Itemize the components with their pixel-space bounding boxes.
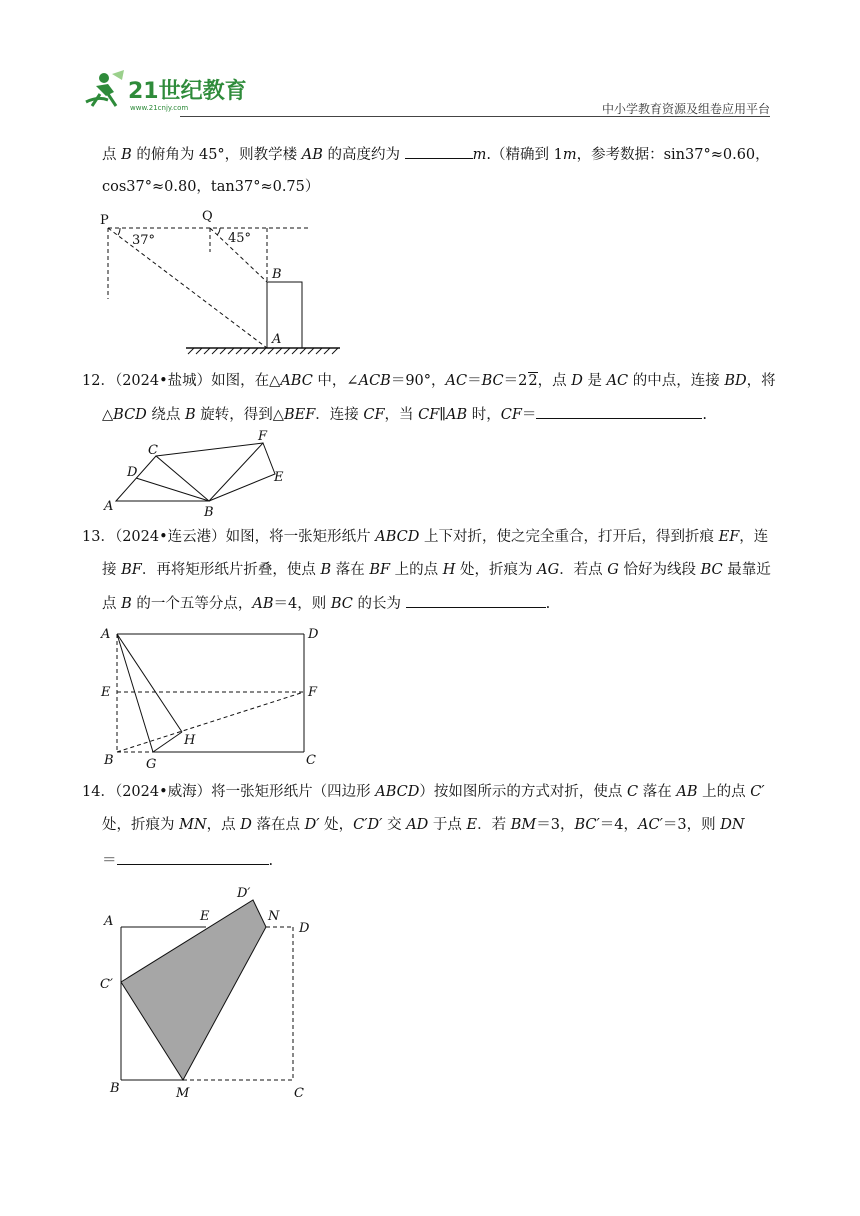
logo-text: 21世纪教育 <box>128 79 247 104</box>
q13-line3: 点 B 的一个五等分点，AB＝4，则 BC 的长为 . <box>102 593 550 614</box>
label-P: P <box>100 213 109 228</box>
q14-line2: 处，折痕为 MN，点 D 落在点 D′ 处，C′D′ 交 AD 于点 E．若 BM＝3，BC′＝4，AC′＝3，则 DN <box>102 817 745 833</box>
label-N: N <box>268 909 280 924</box>
answer-blank-11[interactable] <box>405 144 473 159</box>
q13-line2: 接 BF．再将矩形纸片折叠，使点 B 落在 BF 上的点 H 处，折痕为 AG．若点 G 恰好为线段 BC 最靠近 <box>102 562 771 578</box>
label-B: B <box>104 753 114 768</box>
q13-line1: 13．（2024•连云港）如图，将一张矩形纸片 ABCD 上下对折，使之完全重合，打开后，得到折痕 EF，连 <box>82 529 769 545</box>
label-D: D <box>299 921 310 936</box>
q12-figure <box>100 424 300 520</box>
label-A: A <box>272 332 282 347</box>
label-E: E <box>274 470 284 485</box>
label-G: G <box>146 757 157 772</box>
label-C: C <box>294 1086 304 1101</box>
label-A: A <box>101 627 111 642</box>
sqrt-radicand: 2 <box>528 373 538 389</box>
label-C: C <box>148 443 158 458</box>
label-A: A <box>104 499 114 514</box>
q13-figure <box>98 622 330 774</box>
label-A: A <box>104 914 114 929</box>
label-D: D <box>127 465 138 480</box>
answer-blank-13[interactable] <box>406 593 546 608</box>
q12-line1: 12．（2024•盐城）如图，在△ABC 中，∠ACB＝90°，AC＝BC＝22，点 D 是 AC 的中点，连接 BD，将 <box>82 373 776 389</box>
label-B: B <box>204 505 214 520</box>
label-F: F <box>308 685 318 700</box>
label-Cprime: C′ <box>100 977 113 992</box>
answer-blank-12[interactable] <box>536 404 702 419</box>
label-angle-45: 45° <box>228 231 252 246</box>
label-angle-37: 37° <box>132 233 156 248</box>
label-F: F <box>258 429 268 444</box>
logo-url: www.21cnjy.com <box>130 104 189 112</box>
q12-line2: △BCD 绕点 B 旋转，得到△BEF．连接 CF，当 CF∥AB 时，CF＝ . <box>102 404 707 425</box>
label-E: E <box>200 909 210 924</box>
header-divider <box>180 116 770 117</box>
q11-figure <box>96 204 356 356</box>
logo-21cnjy-icon <box>78 66 278 114</box>
label-E: E <box>101 685 111 700</box>
label-B: B <box>110 1081 120 1096</box>
label-Dprime: D′ <box>237 886 251 901</box>
q14-figure <box>96 880 326 1106</box>
q11-line2: cos37°≈0.80，tan37°≈0.75） <box>102 179 320 195</box>
label-B: B <box>272 267 282 282</box>
page-header <box>78 66 770 116</box>
platform-name: 中小学教育资源及组卷应用平台 <box>601 102 770 116</box>
q11-line1: 点 B 的俯角为 45°，则教学楼 AB 的高度约为 m.（精确到 1m，参考数据：sin37°≈0.60， <box>102 144 770 165</box>
label-Q: Q <box>202 209 213 224</box>
label-M: M <box>176 1086 190 1101</box>
label-C: C <box>306 753 316 768</box>
q14-line1: 14．（2024•威海）将一张矩形纸片（四边形 ABCD）按如图所示的方式对折，使点 C 落在 AB 上的点 C′ <box>82 784 765 800</box>
label-H: H <box>184 733 196 748</box>
q14-line3: ＝ . <box>102 850 273 871</box>
answer-blank-14[interactable] <box>117 850 269 865</box>
label-D: D <box>308 627 319 642</box>
